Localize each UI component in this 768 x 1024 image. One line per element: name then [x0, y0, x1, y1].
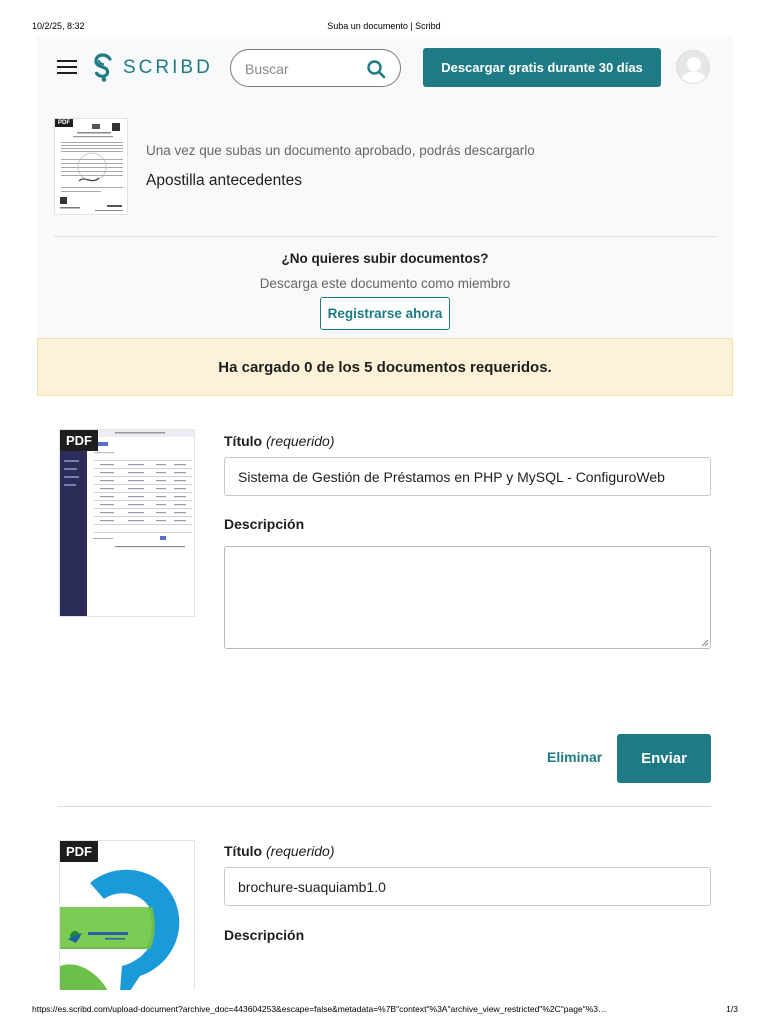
- title-label-text: Título: [224, 843, 263, 859]
- title-label-text: Título: [224, 433, 263, 449]
- upload-thumbnail-2: [59, 840, 195, 990]
- print-page-number: 1/3: [726, 1004, 738, 1014]
- print-footer: [0, 994, 768, 1024]
- send-button[interactable]: Enviar: [617, 734, 711, 783]
- delete-button[interactable]: Eliminar: [547, 749, 603, 765]
- upload-preview-image-2: [60, 841, 195, 990]
- search-input[interactable]: [245, 59, 360, 79]
- document-title[interactable]: Apostilla antecedentes: [146, 172, 302, 189]
- title-label: [224, 433, 334, 449]
- free-trial-button[interactable]: Descargar gratis durante 30 días: [423, 48, 661, 87]
- divider: [54, 236, 716, 237]
- download-info-panel: [37, 99, 733, 338]
- title-label: [224, 843, 334, 859]
- upload-preview-image-1: [60, 430, 195, 617]
- resize-grip-icon[interactable]: [701, 639, 709, 647]
- member-subtext: Descarga este documento como miembro: [259, 276, 511, 291]
- scribd-logo[interactable]: [93, 51, 213, 85]
- document-thumbnail: [54, 118, 128, 215]
- description-textarea[interactable]: [224, 546, 711, 649]
- required-hint: (requerido): [266, 433, 335, 449]
- scribd-logo-icon: [93, 53, 115, 83]
- print-date: 10/2/25, 8:32: [32, 21, 85, 31]
- print-page-title: Suba un documento | Scribd: [327, 21, 441, 31]
- document-preview-image: [55, 119, 128, 215]
- search-icon[interactable]: [366, 59, 386, 79]
- title-input[interactable]: [224, 457, 711, 496]
- member-question: ¿No quieres subir documentos?: [281, 251, 489, 266]
- print-header: [0, 0, 768, 36]
- menu-icon[interactable]: [57, 60, 77, 74]
- description-label: Descripción: [224, 927, 305, 943]
- avatar-icon[interactable]: [676, 50, 710, 84]
- item-separator: [58, 806, 711, 807]
- print-url: https://es.scribd.com/upload-document?archive_doc=443604253&escape=false&metadata=%7B"context"%3A"archive_view_restricted"%2C"page"%3…: [32, 1004, 607, 1014]
- logo-text: SCRIBD: [123, 57, 213, 78]
- description-label: Descripción: [224, 516, 305, 532]
- pdf-badge: PDF: [60, 430, 98, 451]
- pdf-badge: PDF: [55, 119, 73, 127]
- register-button[interactable]: Registrarse ahora: [320, 297, 450, 330]
- upload-count-alert: Ha cargado 0 de los 5 documentos requeridos.: [37, 338, 733, 396]
- pdf-badge: PDF: [60, 841, 98, 862]
- required-hint: (requerido): [266, 843, 335, 859]
- title-input[interactable]: [224, 867, 711, 906]
- search-box: [230, 49, 401, 87]
- upload-thumbnail-1: [59, 429, 195, 617]
- top-nav: [37, 37, 733, 99]
- download-hint: Una vez que subas un documento aprobado, podrás descargarlo: [146, 143, 535, 158]
